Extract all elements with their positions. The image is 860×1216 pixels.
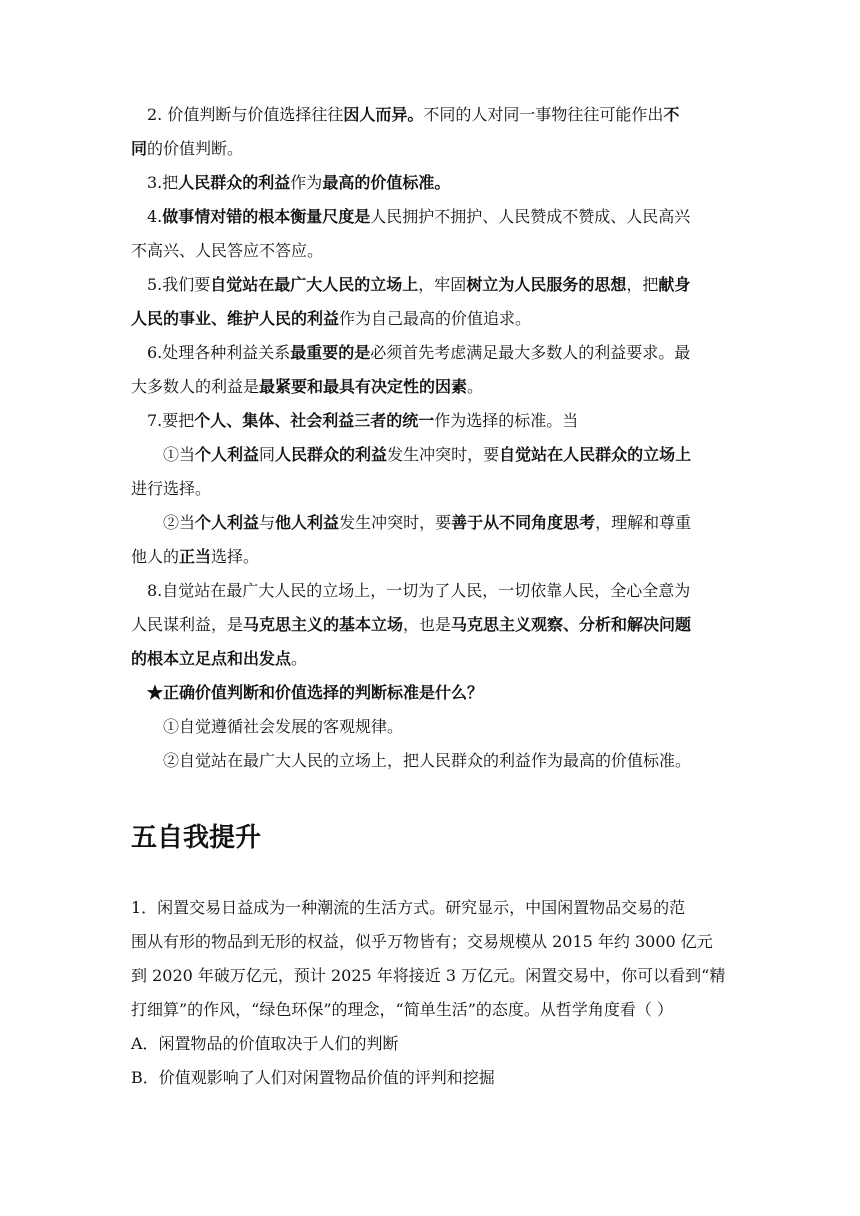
point-6-line-2: [131, 370, 483, 404]
text: 不高兴、人民答应不答应。: [131, 241, 324, 260]
bold-text: 个人、集体、社会利益三者的统一: [194, 411, 435, 430]
bold-text: 自觉站在人民群众的立场上: [499, 445, 692, 464]
bold-text: 个人利益: [195, 445, 260, 464]
point-8-line-3: [131, 642, 307, 676]
text: 7.要把: [147, 411, 195, 430]
point-8-line-2: [131, 608, 691, 642]
point-7-sub-2-line-2: [131, 540, 259, 574]
bold-text: 树立为人民服务的思想: [466, 275, 627, 294]
point-6-line-1: [147, 336, 690, 370]
text: ①当: [163, 445, 196, 464]
text: 不同的人对同一事物往往可能作出: [423, 105, 664, 124]
point-8-line-1: [147, 574, 690, 608]
point-5-line-1: [147, 268, 690, 302]
option-b: [131, 1061, 495, 1095]
point-2-line-1: [147, 98, 679, 132]
bold-text: 做事情对错的根本衡量尺度是: [162, 207, 371, 226]
text: 人民谋利益，是: [131, 615, 244, 634]
point-number: 2.: [147, 105, 163, 124]
question-line-3: [131, 959, 725, 993]
point-7-sub-2-line-1: [163, 506, 691, 540]
text: B．价值观影响了人们对闲置物品价值的评判和挖掘: [131, 1068, 495, 1087]
point-3: [147, 166, 450, 200]
text: 1．闲置交易日益成为一种潮流的生活方式。研究显示，中国闲置物品交易的范: [131, 898, 686, 917]
bold-text: ★正确价值判断和价值选择的判断标准是什么？: [147, 683, 484, 702]
section-heading: 五自我提升: [131, 823, 262, 853]
bold-text: 人民的事业、维护人民的利益: [131, 309, 340, 328]
bold-text: 同: [131, 139, 148, 158]
text: 发生冲突时，要: [387, 445, 500, 464]
bold-text: 善于从不同角度思考: [451, 513, 596, 532]
point-5-line-2: [131, 302, 531, 336]
text: 5.我们要: [147, 275, 211, 294]
star-question-title: [147, 676, 483, 710]
star-answer-1: [163, 710, 403, 744]
text: ，把: [626, 275, 659, 294]
text: 。: [467, 377, 484, 396]
bold-text: 最紧要和最具有决定性的因素: [259, 377, 468, 396]
question-line-2: [131, 925, 713, 959]
bold-text: 的根本立足点和出发点: [131, 649, 292, 668]
text: 3.把: [147, 173, 179, 192]
point-4-line-1: [147, 200, 690, 234]
bold-text: 个人利益: [195, 513, 260, 532]
text: 的价值判断。: [147, 139, 244, 158]
text: 同: [259, 445, 276, 464]
bold-text: 马克思主义观察、分析和解决问题: [451, 615, 692, 634]
text: 6.处理各种利益关系: [147, 343, 291, 362]
text: ②当: [163, 513, 196, 532]
bold-text: 最高的价值标准。: [322, 173, 451, 192]
text: ①自觉遵循社会发展的客观规律。: [163, 717, 404, 736]
text: 价值判断与价值选择往往: [167, 105, 344, 124]
bold-text: 他人利益: [275, 513, 340, 532]
text: 大多数人的利益是: [131, 377, 260, 396]
text: A．闲置物品的价值取决于人们的判断: [131, 1034, 399, 1053]
point-2-line-2: [131, 132, 243, 166]
bold-text: 正当: [179, 547, 212, 566]
text: 作为选择的标准。当: [434, 411, 579, 430]
text: 作为自己最高的价值追求。: [339, 309, 532, 328]
bold-text: 最重要的是: [290, 343, 371, 362]
text: 打细算”的作风，“绿色环保”的理念，“简单生活”的态度。从哲学角度看（ ）: [131, 1000, 673, 1019]
bold-text: 自觉站在最广大人民的立场上: [210, 275, 419, 294]
text: 进行选择。: [131, 479, 212, 498]
text: 必须首先考虑满足最大多数人的利益要求。最: [370, 343, 691, 362]
text: 。: [291, 649, 308, 668]
text: 与: [259, 513, 276, 532]
bold-text: 人民群众的利益: [275, 445, 388, 464]
text: 围从有形的物品到无形的权益，似乎万物皆有；交易规模从 2015 年约 3000 亿元: [131, 932, 713, 951]
star-answer-2: [163, 744, 691, 778]
text: ②自觉站在最广大人民的立场上，把人民群众的利益作为最高的价值标准。: [163, 751, 692, 770]
text: 人民拥护不拥护、人民赞成不赞成、人民高兴: [370, 207, 691, 226]
bold-text: 献身: [658, 275, 691, 294]
point-7-sub-1-line-2: [131, 472, 211, 506]
point-7-sub-1-line-1: [163, 438, 691, 472]
bold-text: 不: [663, 105, 680, 124]
text: ，牢固: [418, 275, 467, 294]
question-line-1: [131, 891, 685, 925]
text: 到 2020 年破万亿元，预计 2025 年将接近 3 万亿元。闲置交易中，你可以看到“精: [131, 966, 726, 985]
text: 选择。: [211, 547, 260, 566]
point-4-line-2: [131, 234, 323, 268]
bold-text: 人民群众的利益: [178, 173, 291, 192]
text: 4.: [147, 207, 163, 226]
text: ，也是: [403, 615, 452, 634]
bold-text: 因人而异。: [343, 105, 424, 124]
text: 发生冲突时，要: [339, 513, 452, 532]
bold-text: 马克思主义的基本立场: [243, 615, 404, 634]
text: ，理解和尊重: [595, 513, 692, 532]
text: 8.自觉站在最广大人民的立场上，一切为了人民，一切依靠人民，全心全意为: [147, 581, 691, 600]
text: 作为: [290, 173, 323, 192]
question-line-4: [131, 993, 673, 1027]
text: 他人的: [131, 547, 180, 566]
point-7: [147, 404, 578, 438]
option-a: [131, 1027, 399, 1061]
